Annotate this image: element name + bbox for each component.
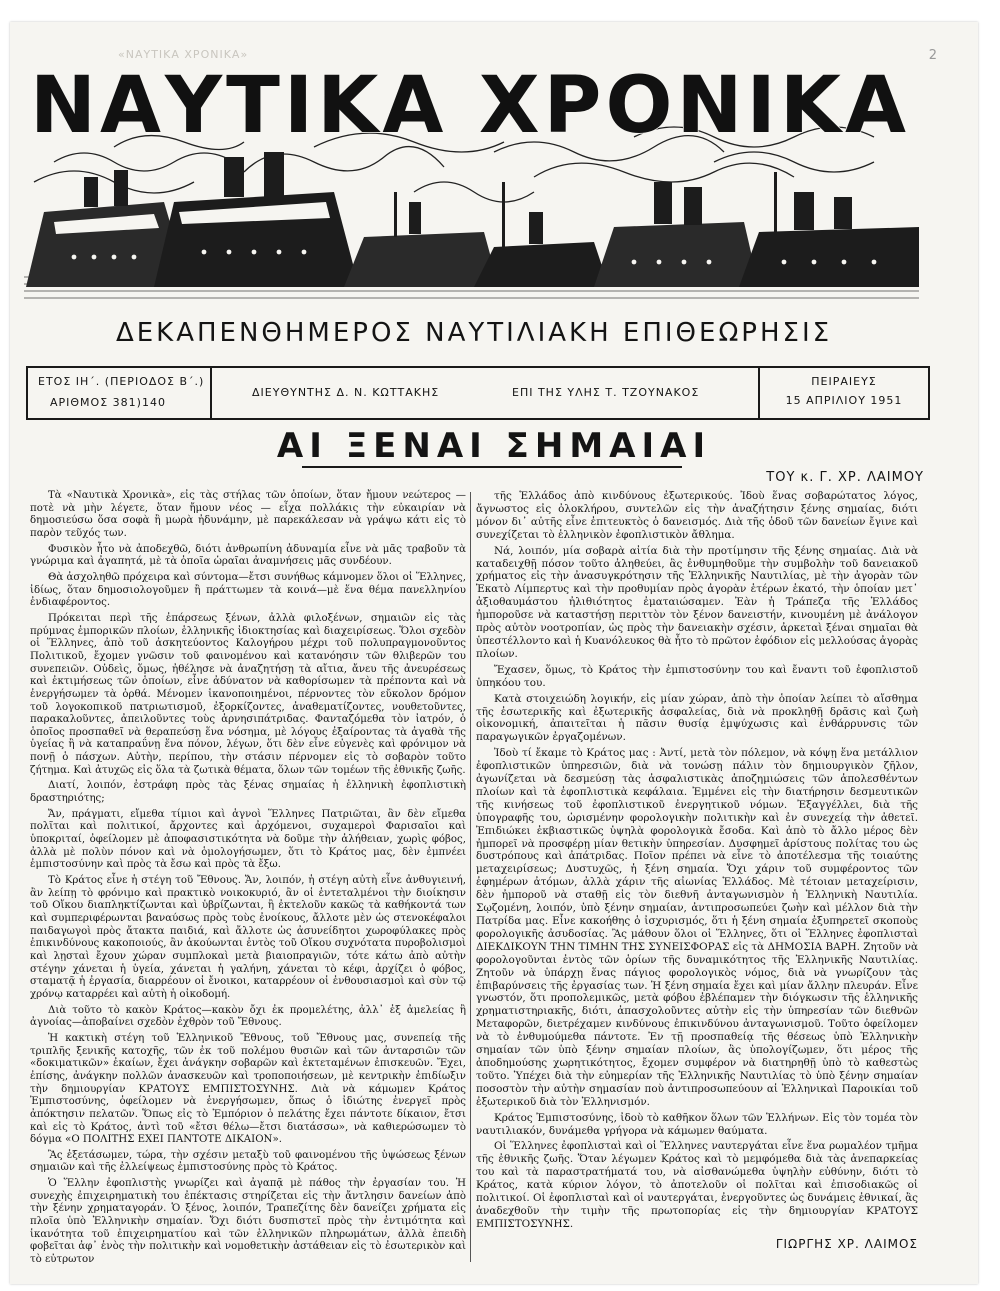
author-signature: ΓΙΩΡΓΗΣ ΧΡ. ΛΑΙΜΟΣ [775,1236,918,1251]
article-paragraph: Ἄν, πράγματι, εἴμεθα τίμιοι καὶ ἁγνοὶ Ἕλληνες Πατριῶται, ἂν δὲν εἴμεθα πολῖται καὶ πολιτικοί, ἄρχοντες καὶ ἀρχόμενοι, συχαμεροὶ Φαρισαῖοι καὶ ὑποκριταί, ὀφείλομεν μὲ ἀποφασιστικότητα νὰ δοῦμε τὴν ἀλήθειαν, χωρὶς φόβος, ἀλλὰ μὲ πολὺν πόνον καὶ νὰ ὁμολογήσωμεν, ὅτι τὸ Κράτος μας, δὲν ἐμπνέει ἐμπιστοσύνην καὶ πρὸς τὰ ἔσω καὶ πρὸς τὰ ἔξω. [30,808,466,871]
article-paragraph: Ἂς ἐξετάσωμεν, τώρα, τὴν σχέσιν μεταξὺ τοῦ φαινομένου τῆς ὑψώσεως ξένων σημαιῶν καὶ τῆς ἐλλείψεως ἐμπιστοσύνης πρὸς τὸ Κράτος. [30,1149,466,1174]
issue-number: ΑΡΙΘΜΟΣ 381)140 [50,396,166,409]
article-paragraph: Τὸ Κράτος εἶνε ἡ στέγη τοῦ Ἔθνους. Ἄν, λοιπόν, ἡ στέγη αὐτὴ εἶνε ἀνθυγιεινή, ἂν λείπῃ τὸ φρόνιμο καὶ πρακτικὸ νοικοκυριό, ἂν οἱ ἐντεταλμένοι τὴν διοίκησιν τοῦ Οἴκου διαπληκτίζωνται καὶ ὑβρίζωνται, ἢ ἐκτελοῦν κακῶς τὰ καθήκοντά των καὶ συμπεριφέρωνται βαναύσως πρὸς τοὺς ἐνοίκους, ἄλλοτε μὲν ὡς στενοκέφαλοι παιδαγωγοὶ πρὸς ἄτακτα παιδιά, καὶ ἄλλοτε ὡς ἀσυνείδητοι χωροφύλακες πρὸς ἐπικινδύνους κακοποιούς, ἂν ἀκούωνται ἐντὸς τοῦ Οἴκου συχνότατα πυροβολισμοὶ καὶ λῃσταὶ ἔχουν χώραν συμπλοκαὶ μετὰ βιαιοπραγιῶν, τότε κάτω ἀπὸ αὐτὴν στέγην χάνεται ἡ ὑγεία, χάνεται ἡ γαλήνη, χάνεται τὸ κέφι, ἀρχίζει ὁ φόβος, σταματᾷ ἡ ἐργασία, διαρρέουν οἱ ἔνοικοι, καταρρέουν οἱ ἐνθουσιασμοὶ καὶ σὺν τῷ χρόνῳ καταρρέει καὶ αὐτὴ ἡ οἰκοδομή. [30,875,466,1000]
article-paragraph: Νά, λοιπόν, μία σοβαρὰ αἰτία διὰ τὴν προτίμησιν τῆς ξένης σημαίας. Διὰ νὰ καταδειχθῇ πόσον τοῦτο ἀληθεύει, ἂς ἐνθυμηθοῦμε τὴν συμβολὴν τοῦ δανειακοῦ χρήματος εἰς τὴν ἀνασυγκρότησιν τῆς Ἑλληνικῆς Ναυτιλίας, μὲ τὴν ἀγορὰν τῶν Ἑκατὸ Λίμπερτυς καὶ τὴν προθυμίαν πρὸς ἀγορὰν ἑτέρων ἑκατό, τὴν ὁποίαν μετ᾽ ἀξιοθαυμάστου ἠλιθιότητος ἐματαιώσαμεν. Ἐὰν ἡ Τράπεζα τῆς Ἑλλάδος ἠμποροῦσε νὰ καταστήσῃ περιττὸν τὸν ξένον δανειστήν, κινουμένη μὲ ἀνάλογον πρὸς αὐτὸν νοοτροπίαν, ὡς πρὸς τὴν δανειακὴν σχέσιν, ἀρκεταὶ ξέναι σημαῖαι θὰ ὑπεστέλλοντο καὶ ἡ Κυανόλευκος θὰ ἦτο τὸ πρῶτον ἐφόδιον εἰς μελλούσας ἀγορὰς πλοίων. [476,544,918,660]
article-headline: ΑΙ ΞΕΝΑΙ ΣΗΜΑΙΑΙ [276,426,712,466]
article-paragraph: Οἱ Ἕλληνες ἐφοπλισταὶ καὶ οἱ Ἕλληνες ναυτεργάται εἶνε ἕνα ρωμαλέον τμῆμα τῆς ἐθνικῆς ζωῆς. Ὅταν λέγωμεν Κράτος καὶ τὸ μεμφόμεθα διὰ τὰς ἀνεπαρκείας του καὶ τὰ παραστρατήματά του, νὰ αἰσθανώμεθα ὑψηλὴν εὐθύνην, διότι τὸ Κράτος, κατὰ κύριον λόγον, τὸ ἀποτελοῦν οἱ πολῖται καὶ ἐπισοδιακῶς οἱ πολιτικοί. Οἱ ἐφοπλισταὶ καὶ οἱ ναυτεργάται, ἐνεργοῦντες ὡς δυνάμεις ἐθνικαί, ἂς ἀναδεχθοῦν τὴν τιμὴν τῆς πρωτοπορίας εἰς τὴν δημιουργίαν ΚΡΑΤΟΥΣ ΕΜΠΙΣΤΟΣΥΝΗΣ. [476,1140,918,1230]
issue-year-number [28,368,212,418]
article-paragraph: Πρόκειται περὶ τῆς ἐπάρσεως ξένων, ἀλλὰ φιλοξένων, σημαιῶν εἰς τὰς πρύμνας ἐμπορικῶν πλοίων, ἑλληνικῆς ἰδιοκτησίας καὶ διαχειρίσεως. Ὅλοι σχεδὸν οἱ Ἕλληνες, ἀπὸ τοῦ ἀσκητεύοντος Καλογήρου μέχρι τοῦ πολυπραγμονοῦντος Πολιτικοῦ, ἔχομεν γνῶσιν τοῦ φαινομένου καὶ κατανόησιν τῶν θλιβερῶν του συνεπειῶν. Οὐδεὶς, ὅμως, ἠθέλησε νὰ ἀναζητήσῃ τὰ αἴτια, ἄνευ τῆς ἀνευρέσεως καὶ ἐκτιμήσεως τῶν ὁποίων, εἶνε ἀδύνατον νὰ καθορίσωμεν τὰ πρέποντα καὶ νὰ ἐνεργήσωμεν τὰ ὀρθά. Μένομεν ἱκανοποιημένοι, πέρνοντες τὸν εὔκολον δρόμον τοῦ λογοκοπικοῦ πατριωτισμοῦ, ἐξορκίζοντες, ἀναθεματίζοντες, νουθετοῦντες, παρακαλοῦντες, ἀπειλοῦντες τοὺς ἀρνησιπάτριδας. Φανταζόμεθα τὸν ἰατρόν, ὁ ὁποῖος προσπαθεῖ νὰ θεραπεύσῃ ἕνα νόσημα, μὲ λόγους ἐξαίροντας τὰ ἀγαθὰ τῆς ὑγείας ἢ νὰ καταπραΰνῃ ἕνα πόνον, λέγων, ὅτι δὲν εἶνε εὐγενὲς καὶ φρόνιμον νὰ πονῇ ὁ πάσχων. Αὐτὴν, περίπου, τὴν στάσιν πέρνομεν εἰς τὸ σοβαρὸν τοῦτο ζήτημα. Καὶ ἀτυχῶς εἰς ὅλα τὰ ζωτικὰ θέματα, ὅλων τῶν τομέων τῆς ἐθνικῆς ζωῆς. [30,612,466,776]
publication-subtitle: ΔΕΚΑΠΕΝΘΗΜΕΡΟΣ ΝΑΥΤΙΛΙΑΚΗ ΕΠΙΘΕΩΡΗΣΙΣ [115,318,833,348]
article-paragraph: Κατὰ στοιχειώδη λογικήν, εἰς μίαν χώραν, ἀπὸ τὴν ὁποίαν λείπει τὸ αἴσθημα τῆς ἐσωτερικῆς καὶ ἐξωτερικῆς ἀσφαλείας, διὰ νὰ προκληθῇ δρᾶσις καὶ ζωὴ οἰκονομική, ἀπαιτεῖται ἡ πᾶσιν θυσίᾳ ἐμψύχωσις καὶ ἐνθάρρυνσις τῶν παραγωγικῶν ἐργαζομένων. [476,692,918,744]
article-column-right [476,490,918,1251]
article-paragraph: Διατί, λοιπόν, ἐστράφη πρὸς τὰς ξένας σημαίας ἡ ἑλληνικὴ ἐφοπλιστικὴ δραστηριότης; [30,780,466,805]
director-credit: ΔΙΕΥΘΥΝΤΗΣ Δ. Ν. ΚΩΤΤΑΚΗΣ [252,386,440,399]
page-number: 2 [928,48,938,63]
masthead-illustration [14,52,926,302]
article-column-left [30,490,466,1270]
article-paragraph: τῆς Ἑλλάδος ἀπὸ κινδύνους ἐξωτερικούς. Ἰδοὺ ἕνας σοβαρώτατος λόγος, ἄγνωστος εἰς ὀλοκλήρου, συντελῶν εἰς τὴν ἀναζήτησιν ξένης σημαίας, διότι μόνον δι᾽ αὐτῆς εἶνε ἐπιτευκτὸς ὁ δανεισμός. Διὰ τῆς ὁδοῦ τῶν δανείων ἔγινε καὶ συνεχίζεται τὸ ἑλληνικὸν ἐφοπλιστικὸν ἄθλημα. [476,490,918,541]
article-paragraph: Ἡ κακτικὴ στέγη τοῦ Ἑλληνικοῦ Ἔθνους, τοῦ Ἔθνους μας, συνεπείᾳ τῆς τριπλῆς ξενικῆς κατοχῆς, τῶν ἐκ τοῦ πολέμου θυσιῶν καὶ τῶν ἀνταρσιῶν τῶν «δοκιματικῶν» ἐκαίων, ἔχει ἀνάγκην σοβαρῶν καὶ ἐκτεταμένων ἐπισκευῶν. Ἔχει, ἐπίσης, ἀνάγκην πολλῶν ἀνασκευῶν καὶ τροποποιήσεων, μὲ κεντρικὴν ἐπιδίωξιν τὴν δημιουργίαν ΚΡΑΤΟΥΣ ΕΜΠΙΣΤΟΣΥΝΗΣ. Διὰ νὰ κάμωμεν Κράτος Ἐμπιστοσύνης, ὀφείλομεν νὰ ἐνεργήσωμεν, ὅπως ὁ ἰδιώτης ἐνεργεῖ πρὸς ἀπόκτησιν πελατῶν. Ὅπως εἰς τὸ Ἐμπόριον ὁ πελάτης ἔχει πάντοτε δίκαιον, ἔτσι καὶ εἰς τὸ Κράτος, ἀντὶ τοῦ «ἔτσι θέλω—ἔτσι διατάσσω», νὰ καθιερώσωμεν τὸ δόγμα «Ο ΠΟΛΙΤΗΣ ΕΧΕΙ ΠΑΝΤΟΤΕ ΔΙΚΑΙΟΝ». [30,1032,466,1146]
issue-city: ΠΕΙΡΑΙΕΥΣ [811,375,877,388]
editorial-credits [212,368,760,418]
newspaper-title: ΝΑΥΤΙΚΑ ΧΡΟΝΙΚΑ [30,61,910,151]
running-head: «ΝΑΥΤΙΚΑ ΧΡΟΝΙΚΑ» [118,48,249,61]
newspaper-page [10,22,978,1284]
article-paragraph: Φυσικὸν ἦτο νὰ ἀποδεχθῶ, διότι ἀνθρωπίνη ἀδυναμία εἶνε νὰ μᾶς τραβοῦν τὰ γνώριμα καὶ ἀγαπητά, μὲ τὰ ὁποῖα ὡραῖαι ἀναμνήσεις μᾶς συνδέουν. [30,543,466,568]
material-credit: ΕΠΙ ΤΗΣ ΥΛΗΣ Τ. ΤΖΟΥΝΑΚΟΣ [512,386,700,399]
column-divider [470,492,471,1262]
article-paragraph: Ὁ Ἕλλην ἐφοπλιστὴς γνωρίζει καὶ ἀγαπᾷ μὲ πάθος τὴν ἐργασίαν του. Ἡ συνεχὴς ἐπιχειρηματικὴ του ἐπέκτασις στηρίζεται εἰς τὴν ἄντλησιν δανείων ἀπὸ τὴν ξένην χρηματαγοράν. Ὁ ξένος, λοιπόν, Τραπεζίτης δὲν δανείζει χρήματα εἰς πλοῖα ὑπὸ Ἑλληνικὴν σημαίαν. Ὄχι διότι δυσπιστεῖ πρὸς τὴν ἐντιμότητα καὶ ἱκανότητα τοῦ ἐπιχειρηματίου καὶ τῶν ἑλληνικῶν πληρωμάτων, ἀλλὰ ἐπειδὴ φοβεῖται ἀφ᾽ ἑνὸς τὴν πολιτικὴν καὶ νομοθετικὴν ἀστάθειαν εἰς τὸ ἐσωτερικὸν καὶ τὸ εὐτρωτον [30,1178,466,1266]
article-paragraph: Διὰ τοῦτο τὸ κακὸν Κράτος—κακὸν ὄχι ἐκ προμελέτης, ἀλλ᾽ ἐξ ἀμελείας ἢ ἀγνοίας—ἀποβαίνει σχεδὸν ἐχθρὸν τοῦ Ἔθνους. [30,1004,466,1029]
place-date [758,368,928,418]
article-paragraph: Κράτος Ἐμπιστοσύνης, ἰδοὺ τὸ καθῆκον ὅλων τῶν Ἑλλήνων. Εἰς τὸν τομέα τὸν ναυτιλιακόν, δυνάμεθα γρήγορα νὰ κάμωμεν θαύματα. [476,1111,918,1137]
issue-date: 15 ΑΠΡΙΛΙΟΥ 1951 [785,394,903,407]
issue-period: (ΠΕΡΙΟΔΟΣ Β΄.) [104,375,205,388]
article-byline: ΤΟΥ κ. Γ. ΧΡ. ΛΑΙΜΟΥ [766,470,924,485]
masthead-svg [14,52,926,302]
article-paragraph: Ἔχασεν, ὅμως, τὸ Κράτος τὴν ἐμπιστοσύνην του καὶ ἔναντι τοῦ ἐφοπλιστοῦ ὑπηκόου του. [476,663,918,689]
issue-year: ΕΤΟΣ ΙΗ΄. [38,375,101,388]
article-paragraph: Ἰδοὺ τί ἔκαμε τὸ Κράτος μας : Ἀντί, μετὰ τὸν πόλεμον, νὰ κόψῃ ἕνα μετάλλιον ἐφοπλιστικῶν ὑπηρεσιῶν, διὰ νὰ τονώσῃ πάλιν τὸν δημιουργικὸν ζῆλον, ἀγωνίζεται νὰ δεσμεύσῃ τὰς ἀσφαλιστικὰς ἀποζημιώσεις τῶν ἀπολεσθέντων πλοίων καὶ τὰ ἐφοπλιστικὰ κεφάλαια. Ἐμμένει εἰς τὴν διατήρησιν δεσμευτικῶν τῆς κινήσεως τοῦ ἐφοπλιστικοῦ ἐνεργητικοῦ νόμων. Ἐξαγγέλλει, διὰ τῆς ὑπογραφῆς του, ὡρισμένην φορολογικὴν πολιτικὴν καὶ ἐν συνεχείᾳ τὴν ἀθετεῖ. Ἐπιδιώκει ἐκβιαστικῶς ὑψηλὰ φορολογικὰ ἔσοδα. Καὶ ἀπὸ τὸ ἄλλο μέρος δὲν ἠμπορεῖ νὰ προσφέρῃ μίαν θετικὴν ὑπηρεσίαν. Δυσφημεῖ ἀρίστους πολίτας του ὡς δυστρόπους καὶ ἀπάτριδας. Ποῖον πρέπει νὰ εἶνε τὸ ἀποτέλεσμα τῆς τοιαύτης μεταχειρίσεως; Δυστυχῶς, ἡ ξένη σημαία. Ὄχι χάριν τοῦ συμφέροντος τῶν ἐφημέρων ἀτόμων, ἀλλὰ χάριν τῆς αἰωνίας Ἑλλάδος. Μὲ τέτοιαν μεταχείρισιν, δὲν ἠμποροῦ νὰ σταθῇ εἰς τὸν διεθνῆ ἀνταγωνισμὸν ἡ Ἑλληνικὴ Ναυτιλία. Σῳζομένη, λοιπόν, ὑπὸ ξένην σημαίαν, ἀντιπροσωπεύει ζωὴν καὶ μέλλον διὰ τὴν Πατρίδα μας. Εἶνε κακοήθης ὁ ἰσχυρισμός, ὅτι ἡ ξένη σημαία ἐξυπηρετεῖ σκοποὺς φορολογικῆς ἀσυδοσίας. Ἂς μάθουν ὅλοι οἱ Ἕλληνες, ὅτι οἱ Ἕλληνες ἐφοπλισταὶ ΔΙΕΚΔΙΚΟΥΝ ΤΗΝ ΤΙΜΗΝ ΤΗΣ ΣΥΝΕΙΣΦΟΡΑΣ εἰς τὰ ΔΗΜΟΣΙΑ ΒΑΡΗ. Ζητοῦν νὰ φορολογοῦνται ἐντὸς τῶν ὁρίων τῆς δυναμικότητος τῆς Ἑλληνικῆς Ναυτιλίας. Ζητοῦν νὰ ὑπάρχῃ ἕνας πάγιος φορολογικὸς νόμος, διὰ νὰ γνωρίζουν τὰς ἐπιβαρύνσεις τῆς ἐργασίας των. Ἡ ξένη σημαία ἔχει καὶ μίαν ἄλλην πλευράν. Εἶνε γνωστόν, ὅτι προπολεμικῶς, μετὰ φόβου ἐβλέπαμεν τὴν διόγκωσιν τῆς ἑλληνικῆς χρηματιστηριακῆς, διότι, ἀπασχολοῦντες αὐτὴν εἰς τὴν ὑπηρεσίαν τῶν διεθνῶν Μεταφορῶν, διετρέχαμεν κινδύνους ἐπικινδύνου ἀνταγωνισμοῦ. Τοῦτο ὀφείλομεν νὰ τὸ ἐνθυμούμεθα πάντοτε. Ἐν τῇ προσπαθείᾳ τῆς θέσεως ὑπὸ Ἑλληνικὴν σημαίαν τῶν ὑπὸ ξένην σημαίαν πλοίων, ἂς ὑπολογίζωμεν, ὅτι μέρος τῆς ἀποδημούσης χωρητικότητος, ἔχομεν συμφέρον νὰ διατηρηθῇ ὑπὸ τὸ καθεστὼς τοῦτο. Ὑπέχει διὰ τὴν εὐημερίαν τῆς Ἑλληνικῆς Ναυτιλίας τὸ ὑπὸ ξένην σημαίαν ποσοστὸν τὴν αὐτὴν σημασίαν ποὺ ἀντιπροσωπεύουν αἱ Ἑλληνικαὶ Παροικίαι τοῦ ἐξωτερικοῦ διὰ τὸν Ἑλληνισμόν. [476,747,918,1108]
article-paragraph: Θὰ ἀσχοληθῶ πρόχειρα καὶ σύντομα—ἔτσι συνήθως κάμνομεν ὅλοι οἱ Ἕλληνες, ἰδίως, ὅταν δημοσιολογοῦμεν ἢ πράττωμεν τὰ κοινά—μὲ ἕνα θέμα πανελληνίου ἐνδιαφέροντος. [30,571,466,609]
article-paragraph: Τὰ «Ναυτικὰ Χρονικὰ», εἰς τὰς στήλας τῶν ὁποίων, ὅταν ἤμουν νεώτερος — ποτὲ νὰ μὴν λέγετε, ὅταν ἤμουν νέος — εἶχα πολλάκις τὴν εὐκαιρίαν νὰ δημοσιεύσω ὅσα σοφὰ ἢ μωρὰ ἠδυνάμην, μὲ παρεκάλεσαν νὰ γράψω κάτι εἰς τὸ παρὸν τεῦχός των. [30,490,466,539]
issue-info-box [26,366,930,420]
headline-rule [302,466,682,468]
